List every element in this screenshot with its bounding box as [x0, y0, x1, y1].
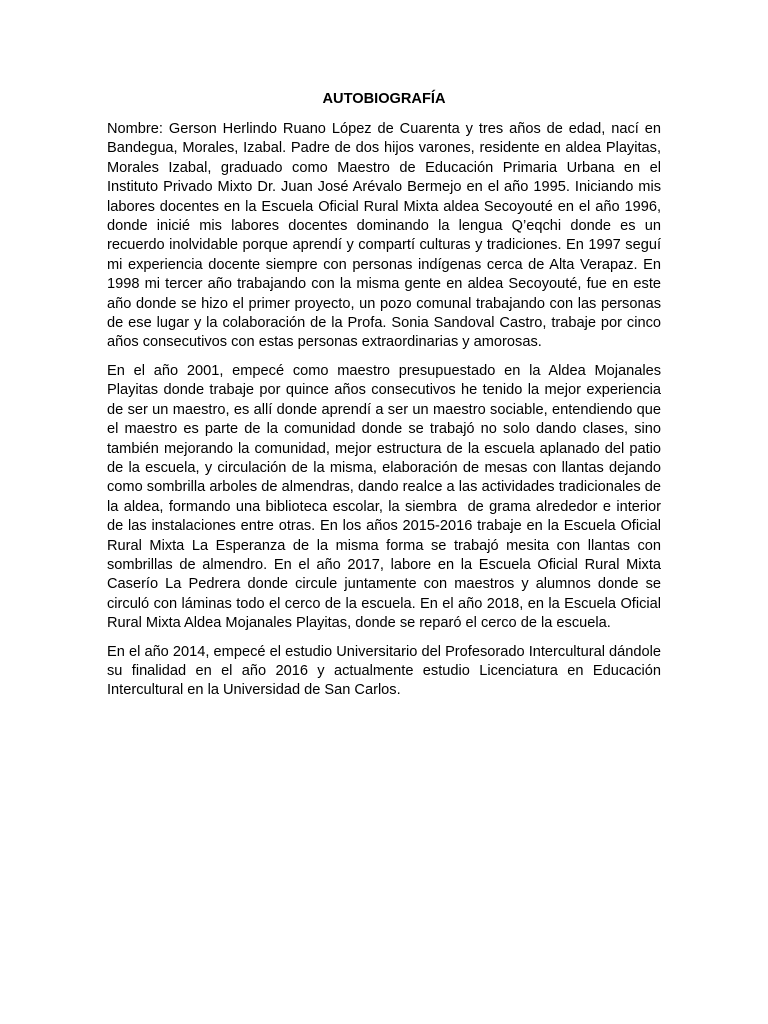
- document-title: AUTOBIOGRAFÍA: [322, 91, 446, 107]
- document-page: [107, 88, 666, 710]
- paragraph-teaching-career: En el año 2001, empecé como maestro presupuestado en la Aldea Mojanales Playitas donde trabaje por quince años consecutivos he tenido la mejor experiencia de ser un maestro, es allí donde aprendí a ser un maestro sociable, entendiendo que el maestro es parte de la comunidad donde se trabajó no solo dando clases, sino también mejorando la comunidad, mejor estructura de la escuela aplanado del patio de la escuela, y circulación de la misma, elaboración de mesas con llantas dejando como sombrilla arboles de almendras, dando realce a las actividades tradicionales de la aldea, formando una biblioteca escolar, la siembra de grama alrededor e interior de las instalaciones entre otras. En los años 2015-2016 trabaje en la Escuela Oficial Rural Mixta La Esperanza de la misma forma se trabajó mesita con llantas con sombrillas de almendro. En el año 2017, labore en la Escuela Oficial Rural Mixta Caserío La Pedrera donde circule juntamente con maestros y alumnos donde se circuló con láminas todo el cerco de la escuela. En el año 2018, en la Escuela Oficial Rural Mixta Aldea Mojanales Playitas, donde se reparó el cerco de la escuela.: [107, 362, 666, 632]
- paragraph-personal-info: Nombre: Gerson Herlindo Ruano López de Cuarenta y tres años de edad, nací en Bandegua, Morales, Izabal. Padre de dos hijos varones, residente en aldea Playitas, Morales Izabal, graduado como Maestro de Educación Primaria Urbana en el Instituto Privado Mixto Dr. Juan José Arévalo Bermejo en el año 1995. Iniciando mis labores docentes en la Escuela Oficial Rural Mixta aldea Secoyouté en el año 1996, donde inicié mis labores docentes dominando la lengua Q’eqchi donde es un recuerdo inolvidable porque aprendí y compartí culturas y tradiciones. En 1997 seguí mi experiencia docente siempre con personas indígenas cerca de Alta Verapaz. En 1998 mi tercer año trabajando con la misma gente en aldea Secoyouté, fue en este año donde se hizo el primer proyecto, un pozo comunal trabajando con las personas de ese lugar y la colaboración de la Profa. Sonia Sandoval Castro, trabaje por cinco años consecutivos con estas personas extraordinarias y amorosas.: [107, 121, 666, 351]
- paragraph-university-studies: En el año 2014, empecé el estudio Universitario del Profesorado Intercultural dándole su finalidad en el año 2016 y actualmente estudio Licenciatura en Educación Intercultural en la Universidad de San Carlos.: [107, 643, 666, 699]
